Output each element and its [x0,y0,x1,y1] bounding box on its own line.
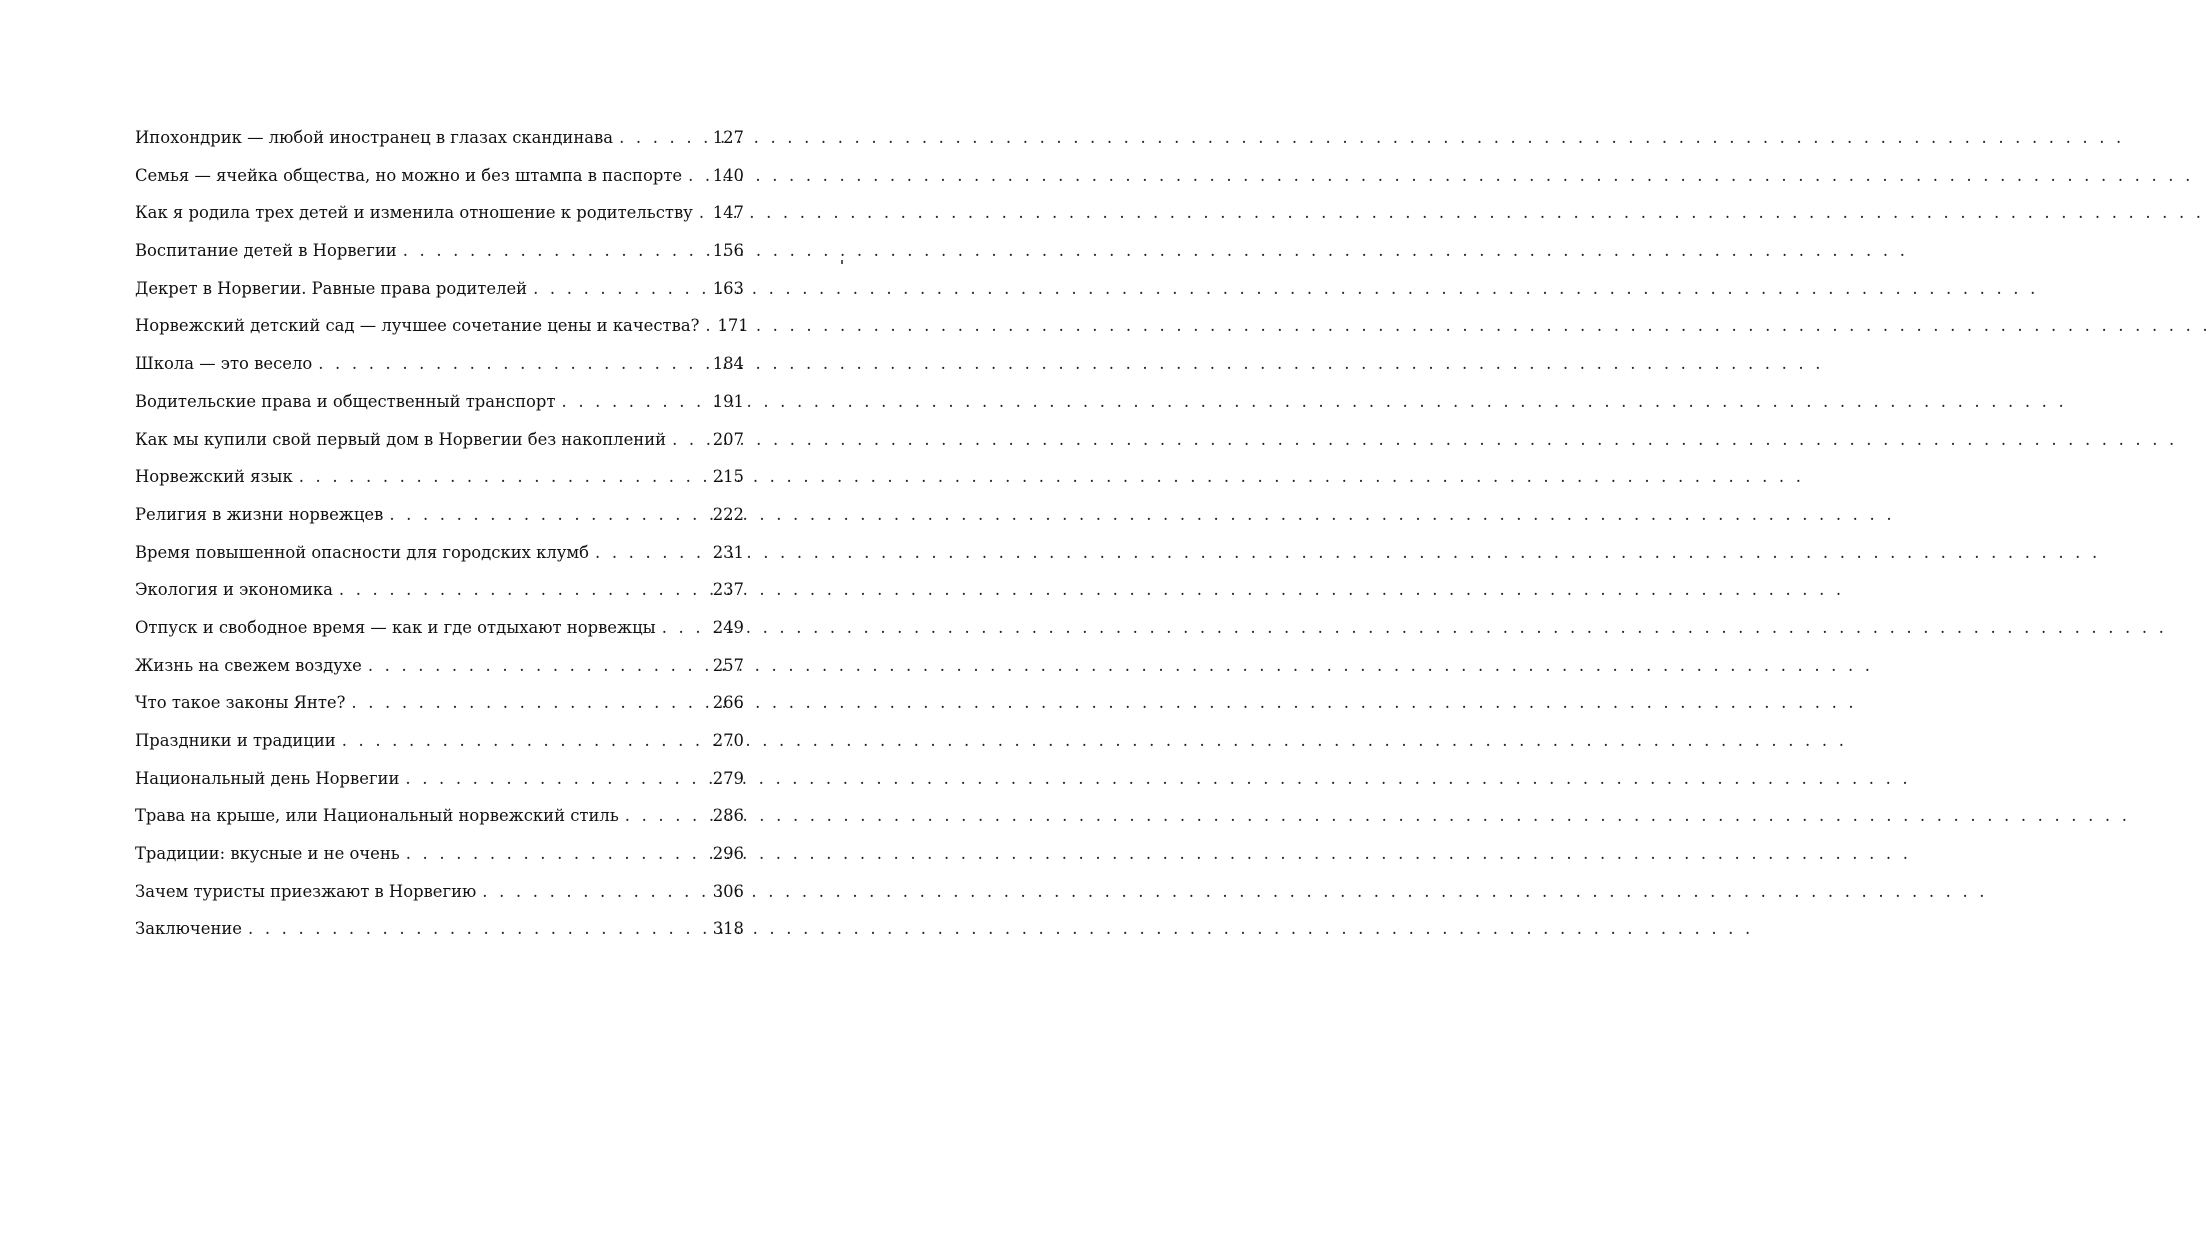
dot-leader [389,501,708,529]
toc-entry[interactable] [135,350,744,388]
dot-leader [339,576,709,604]
toc-entry[interactable] [135,539,744,577]
table-of-contents [135,124,749,953]
toc-entry[interactable] [135,124,744,162]
toc-entry-title: Как я родила трех детей и изменила отношение к родительству [135,203,693,223]
toc-entry[interactable] [135,878,744,916]
toc-entry-title: Зачем туристы приезжают в Норвегию [135,881,477,901]
toc-entry-page: 222 [712,504,744,524]
toc-entry-title: Декрет в Норвегии. Равные права родителей [135,278,528,298]
dot-leader [405,765,708,793]
toc-entry-title: Школа — это весело [135,354,313,374]
toc-entry-page: 127 [712,128,744,147]
dot-leader [625,802,709,830]
toc-entry[interactable] [135,727,744,765]
toc-entry-page: 296 [712,844,744,864]
toc-entry-page: 270 [712,731,744,750]
dot-leader [662,614,709,642]
dot-leader [619,124,709,152]
toc-entry-page: 257 [712,655,744,675]
toc-entry-title: Что такое законы Янте? [135,693,346,713]
toc-entry-page: 237 [712,580,744,600]
toc-entry-page: 306 [712,881,744,901]
toc-entry-title: Воспитание детей в Норвегии [135,241,397,261]
toc-entry-page: 140 [712,165,744,185]
toc-entry-title: Норвежский детский сад — лучшее сочетание цены и качества? [135,316,700,336]
toc-entry-title: Традиции: вкусные и не очень [135,844,400,864]
toc-entry-title: Экология и экономика [135,580,333,600]
dot-leader [533,275,709,303]
toc-entry[interactable] [135,840,744,878]
dot-leader [482,878,708,906]
toc-entry[interactable] [135,237,744,275]
dot-leader [318,350,708,378]
toc-entry-page: 286 [712,806,744,826]
dot-leader [406,840,709,868]
toc-entry-page: 279 [712,768,744,788]
toc-entry-page: 266 [712,693,744,713]
toc-entry[interactable] [135,275,744,313]
toc-entry-title: Водительские права и общественный транспорт [135,391,556,411]
toc-entry-title: Заключение [135,919,242,939]
toc-entry[interactable] [135,915,744,953]
dot-leader [672,426,709,454]
toc-entry-title: Праздники и традиции [135,731,336,750]
toc-entry[interactable] [135,501,744,539]
toc-entry-title: Норвежский язык [135,467,293,487]
toc-entry-title: Религия в жизни норвежцев [135,504,384,524]
toc-entry[interactable] [135,162,744,200]
dot-leader [705,312,713,340]
dot-leader [351,689,708,717]
dot-leader [299,463,709,491]
toc-entry-page: 249 [712,617,744,637]
toc-entry-page: 184 [712,354,744,374]
toc-entry[interactable] [135,463,744,501]
toc-entry[interactable] [135,312,749,350]
toc-entry[interactable] [135,199,744,237]
dot-leader [688,162,709,190]
toc-entry[interactable] [135,426,744,464]
dot-leader [403,237,709,265]
toc-entry-page: 318 [712,919,744,939]
toc-entry-title: Время повышенной опасности для городских клумб [135,542,589,562]
toc-entry-page: 215 [712,467,744,487]
toc-entry-title: Как мы купили свой первый дом в Норвегии без накоплений [135,429,667,449]
dot-leader [368,652,709,680]
toc-entry-title: Трава на крыше, или Национальный норвежский стиль [135,806,619,826]
margin-mark [841,260,843,264]
toc-entry-page: 171 [717,316,749,336]
toc-entry[interactable] [135,388,744,426]
dot-leader [342,727,709,755]
toc-entry-title: Семья — ячейка общества, но можно и без штампа в паспорте [135,165,683,185]
toc-entry-page: 156 [712,241,744,261]
toc-entry-title: Жизнь на свежем воздухе [135,655,362,675]
dot-leader [248,915,709,943]
toc-entry[interactable] [135,689,744,727]
toc-entry[interactable] [135,765,744,803]
dot-leader [562,388,709,416]
toc-entry[interactable] [135,802,744,840]
toc-entry-title: Отпуск и свободное время — как и где отдыхают норвежцы [135,617,656,637]
toc-entry-title: Ипохондрик — любой иностранец в глазах скандинава [135,128,614,147]
toc-entry-page: 207 [712,429,744,449]
dot-leader [595,539,709,567]
toc-entry-title: Национальный день Норвегии [135,768,400,788]
toc-entry[interactable] [135,614,744,652]
toc-entry-page: 231 [712,542,744,562]
dot-leader [699,199,709,227]
toc-entry-page: 147 [712,203,744,223]
toc-entry[interactable] [135,652,744,690]
toc-entry[interactable] [135,576,744,614]
toc-entry-page: 191 [712,391,744,411]
toc-entry-page: 163 [712,278,744,298]
